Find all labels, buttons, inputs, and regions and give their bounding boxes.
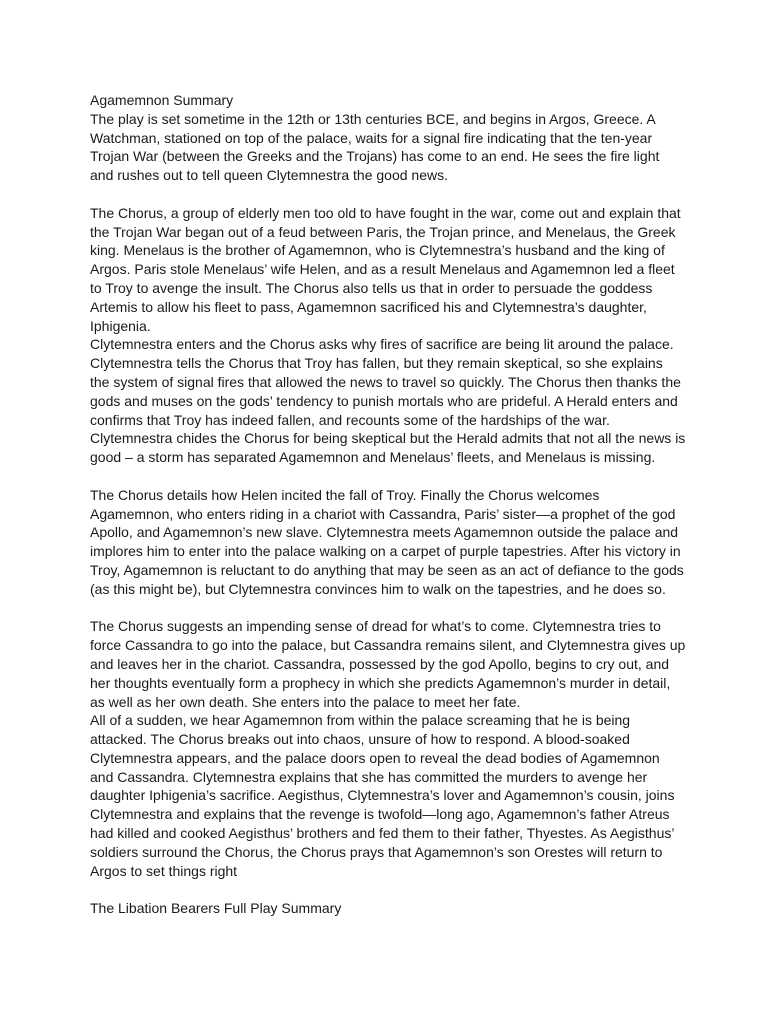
paragraph-gap [90, 467, 690, 486]
text-line: The Chorus, a group of elderly men too old to have fought in the war, come out and explain that [90, 204, 681, 221]
text-line: Argos to set things right [90, 862, 238, 879]
text-line: the Trojan War began out of a feud between Paris, the Trojan prince, and Menelaus, the Greek [90, 223, 676, 240]
paragraph-murders [90, 711, 690, 880]
text-line: had killed and cooked Aegisthus’ brothers and fed them to their father, Thyestes. As Aegisthus’ [90, 825, 675, 842]
document-title: Agamemnon Summary [90, 92, 234, 108]
paragraph-cassandra [90, 617, 690, 711]
text-line: force Cassandra to go into the palace, but Cassandra remains silent, and Clytemnestra gives up [90, 637, 686, 654]
text-line: The Chorus details how Helen incited the fall of Troy. Finally the Chorus welcomes [90, 486, 600, 503]
text-line: Trojan War (between the Greeks and the Trojans) has come to an end. He sees the fire light [90, 148, 660, 165]
text-line: as well as her own death. She enters into the palace to meet her fate. [90, 693, 521, 710]
text-line: soldiers surround the Chorus, the Chorus prays that Agamemnon’s son Orestes will return to [90, 843, 663, 860]
text-line: Clytemnestra tells the Chorus that Troy has fallen, but they remain skeptical, so she explains [90, 355, 663, 372]
text-line: attacked. The Chorus breaks out into chaos, unsure of how to respond. A blood-soaked [90, 731, 630, 748]
text-line: The play is set sometime in the 12th or 13th centuries BCE, and begins in Argos, Greece. A [90, 110, 656, 127]
text-line: Artemis to allow his fleet to pass, Agamemnon sacrificed his and Clytemnestra’s daughter, [90, 298, 647, 315]
paragraph-gap [90, 880, 690, 899]
text-line: The Chorus suggests an impending sense of dread for what’s to come. Clytemnestra tries to [90, 618, 661, 635]
text-line: gods and muses on the gods’ tendency to punish mortals who are prideful. A Herald enters and [90, 392, 678, 409]
text-line: to Troy to avenge the insult. The Chorus also tells us that in order to persuade the goddess [90, 279, 653, 296]
text-line: good – a storm has separated Agamemnon and Menelaus’ fleets, and Menelaus is missing. [90, 449, 656, 466]
text-line: implores him to enter into the palace walking on a carpet of purple tapestries. After his victory in [90, 543, 681, 560]
text-line: (as this might be), but Clytemnestra convinces him to walk on the tapestries, and he does so. [90, 580, 666, 597]
text-line: Clytemnestra chides the Chorus for being skeptical but the Herald admits that not all the news is [90, 430, 686, 447]
text-line: Apollo, and Agamemnon’s new slave. Clytemnestra meets Agamemnon outside the palace and [90, 524, 679, 541]
text-line: All of a sudden, we hear Agamemnon from within the palace screaming that he is being [90, 712, 631, 729]
text-line: Clytemnestra enters and the Chorus asks why fires of sacrifice are being lit around the palace. [90, 336, 674, 353]
paragraph-clytemnestra-enters [90, 335, 690, 467]
text-line: and rushes out to tell queen Clytemnestra the good news. [90, 167, 448, 184]
text-line: the system of signal fires that allowed the news to travel so quickly. The Chorus then thanks the [90, 373, 681, 390]
text-line: daughter Iphigenia’s sacrifice. Aegisthus, Clytemnestra’s lover and Agamemnon’s cousin, joins [90, 787, 675, 804]
text-line: king. Menelaus is the brother of Agamemnon, who is Clytemnestra’s husband and the king of [90, 242, 665, 259]
document-body [90, 91, 690, 918]
text-line: Clytemnestra and explains that the revenge is twofold—long ago, Agamemnon’s father Atreus [90, 806, 670, 823]
text-line: Clytemnestra appears, and the palace doors open to reveal the dead bodies of Agamemnon [90, 749, 660, 766]
next-section-heading: The Libation Bearers Full Play Summary [90, 900, 342, 917]
text-line: Troy, Agamemnon is reluctant to do anything that may be seen as an act of defiance to the gods [90, 561, 684, 578]
paragraph-chorus-background [90, 204, 690, 336]
text-line: Agamemnon, who enters riding in a chariot with Cassandra, Paris’ sister—a prophet of the god [90, 505, 676, 522]
text-line: confirms that Troy has indeed fallen, and recounts some of the hardships of the war. [90, 411, 610, 428]
paragraph-agamemnon-arrives [90, 486, 690, 599]
text-line: Iphigenia. [90, 317, 151, 334]
paragraph-intro [90, 110, 690, 185]
text-line: Argos. Paris stole Menelaus’ wife Helen, and as a result Menelaus and Agamemnon led a fleet [90, 261, 675, 278]
paragraph-gap [90, 599, 690, 618]
text-line: Watchman, stationed on top of the palace, waits for a signal fire indicating that the ten-year [90, 129, 653, 146]
text-line: and Cassandra. Clytemnestra explains that she has committed the murders to avenge her [90, 768, 648, 785]
text-line: her thoughts eventually form a prophecy in which she predicts Agamemnon’s murder in detail, [90, 674, 671, 691]
paragraph-gap [90, 185, 690, 204]
text-line: and leaves her in the chariot. Cassandra, possessed by the god Apollo, begins to cry out, and [90, 655, 670, 672]
